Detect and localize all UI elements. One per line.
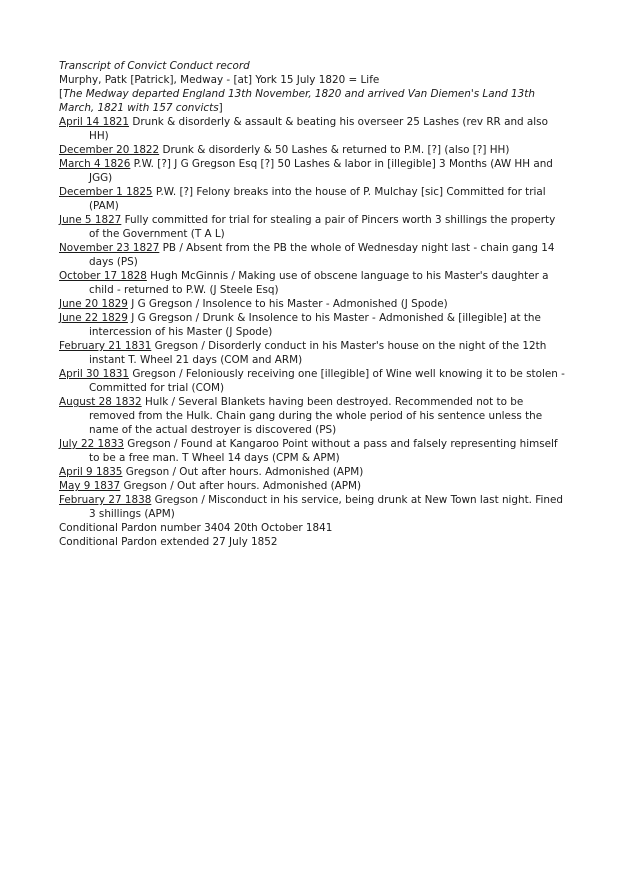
entry-text: P.W. [?] J G Gregson Esq [?] 50 Lashes & labor in [illegible] 3 Months (AW HH and JGG) xyxy=(89,158,553,184)
conduct-entry xyxy=(59,339,565,367)
conduct-entries-list xyxy=(59,115,565,521)
ship-note xyxy=(59,87,565,115)
pardon-extended-line: Conditional Pardon extended 27 July 1852 xyxy=(59,536,278,548)
ship-note-open-bracket: [ xyxy=(59,88,64,100)
entry-date: June 5 1827 xyxy=(59,214,122,226)
entry-text: Gregson / Feloniously receiving one [illegible] of Wine well knowing it to be stolen - Committed for trial (COM) xyxy=(89,368,565,394)
conduct-entry xyxy=(59,115,565,143)
entry-date: February 21 1831 xyxy=(59,340,152,352)
conduct-entry xyxy=(59,241,565,269)
document-page xyxy=(59,59,565,549)
entry-text: Hugh McGinnis / Making use of obscene language to his Master's daughter a child - returned to P.W. (J Steele Esq) xyxy=(89,270,549,296)
entry-text: Drunk & disorderly & 50 Lashes & returned to P.M. [?] (also [?] HH) xyxy=(159,144,510,156)
conduct-entry xyxy=(59,297,565,311)
entry-date: June 22 1829 xyxy=(59,312,128,324)
entry-text: Fully committed for trial for stealing a pair of Pincers worth 3 shillings the property of the Government (T A L) xyxy=(89,214,556,240)
entry-text: Gregson / Out after hours. Admonished (APM) xyxy=(120,480,362,492)
ship-note-text: The Medway departed England 13th November, 1820 and arrived Van Diemen's Land 13th March, 1821 with 157 convicts xyxy=(59,88,535,114)
entry-date: May 9 1837 xyxy=(59,480,121,492)
entry-date: December 1 1825 xyxy=(59,186,153,198)
conduct-entry xyxy=(59,157,565,185)
entry-date: December 20 1822 xyxy=(59,144,160,156)
entry-date: June 20 1829 xyxy=(59,298,128,310)
conduct-entry xyxy=(59,143,565,157)
conduct-entry xyxy=(59,493,565,521)
conditional-pardon-line: Conditional Pardon number 3404 20th October 1841 xyxy=(59,522,333,534)
entry-text: P.W. [?] Felony breaks into the house of P. Mulchay [sic] Committed for trial (PAM) xyxy=(89,186,546,212)
entry-date: July 22 1833 xyxy=(59,438,124,450)
conduct-entry xyxy=(59,213,565,241)
entry-date: April 9 1835 xyxy=(59,466,123,478)
entry-date: October 17 1828 xyxy=(59,270,147,282)
entry-text: Drunk & disorderly & assault & beating his overseer 25 Lashes (rev RR and also HH) xyxy=(89,116,548,142)
conduct-entry xyxy=(59,367,565,395)
entry-text: J G Gregson / Insolence to his Master - Admonished (J Spode) xyxy=(127,298,448,310)
entry-date: August 28 1832 xyxy=(59,396,142,408)
document-title: Transcript of Convict Conduct record xyxy=(59,60,250,72)
entry-text: PB / Absent from the PB the whole of Wednesday night last - chain gang 14 days (PS) xyxy=(89,242,555,268)
conduct-entry xyxy=(59,311,565,339)
entry-date: November 23 1827 xyxy=(59,242,160,254)
entry-text: J G Gregson / Drunk & Insolence to his Master - Admonished & [illegible] at the intercession of his Master (J Spode) xyxy=(89,312,541,338)
conduct-entry xyxy=(59,395,565,437)
entry-text: Gregson / Disorderly conduct in his Master's house on the night of the 12th instant T. Wheel 21 days (COM and ARM) xyxy=(89,340,547,366)
entry-text: Gregson / Out after hours. Admonished (APM) xyxy=(122,466,364,478)
conduct-entry xyxy=(59,479,565,493)
conduct-entry xyxy=(59,465,565,479)
entry-date: April 14 1821 xyxy=(59,116,130,128)
convict-subject-line: Murphy, Patk [Patrick], Medway - [at] York 15 July 1820 = Life xyxy=(59,74,380,86)
entry-text: Gregson / Found at Kangaroo Point without a pass and falsely representing himself to be a free man. T Wheel 14 days (CPM & APM) xyxy=(89,438,558,464)
entry-date: April 30 1831 xyxy=(59,368,130,380)
entry-text: Hulk / Several Blankets having been destroyed. Recommended not to be removed from the Hulk. Chain gang during the whole period of his sentence unless the name of the actual destroyer is discovered (PS) xyxy=(89,396,543,436)
conduct-entry xyxy=(59,185,565,213)
ship-note-close-bracket: ] xyxy=(218,102,223,114)
entry-date: March 4 1826 xyxy=(59,158,131,170)
conduct-entry xyxy=(59,437,565,465)
entry-date: February 27 1838 xyxy=(59,494,152,506)
conduct-entry xyxy=(59,269,565,297)
entry-text: Gregson / Misconduct in his service, being drunk at New Town last night. Fined 3 shillings (APM) xyxy=(89,494,563,520)
